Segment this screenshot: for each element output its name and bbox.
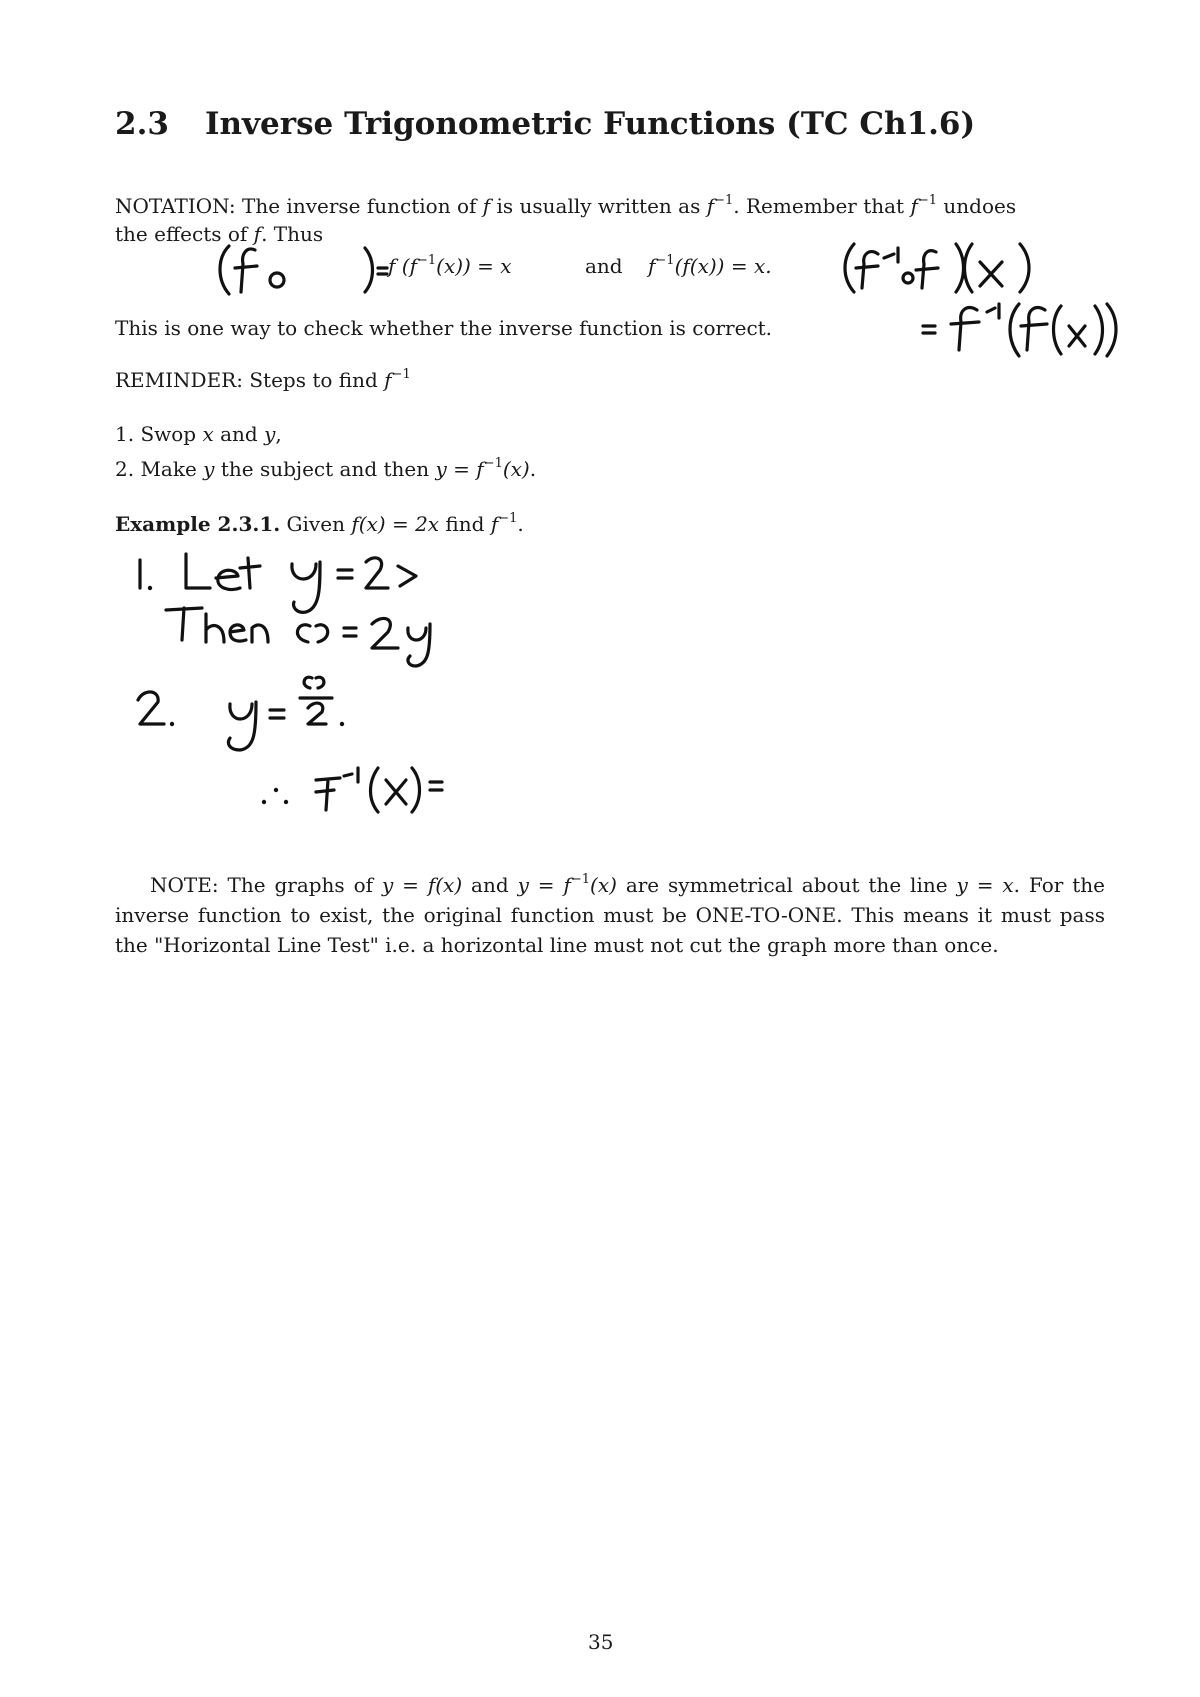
note-math-1: y = f(x) xyxy=(381,873,463,897)
identity-and: and xyxy=(585,254,623,278)
handwriting-f-compose-f-inv xyxy=(215,240,395,300)
example-find: find xyxy=(439,512,491,536)
notation-label: NOTATION: xyxy=(115,194,236,218)
reminder-sup: −1 xyxy=(391,367,411,382)
identity-left-b: (x)) = x xyxy=(436,254,512,278)
section-title: Inverse Trigonometric Functions (TC Ch1.6) xyxy=(205,106,976,142)
identity-right-a: f xyxy=(648,254,656,278)
note-math-3: y = x xyxy=(956,873,1014,897)
identity-left-sup: −1 xyxy=(416,253,437,268)
notation-f-inv: f xyxy=(706,194,715,218)
example-sup: −1 xyxy=(498,511,518,526)
notation-line2-thus: . Thus xyxy=(261,222,324,246)
note-text-3: are symmetrical about the line xyxy=(616,873,957,897)
example-period: . xyxy=(517,512,524,536)
section-heading xyxy=(115,104,975,144)
step-2-text: the subject and then xyxy=(214,457,436,481)
identity-right xyxy=(648,252,772,280)
notation-sup: −1 xyxy=(714,193,734,208)
step-1-and: and xyxy=(213,422,265,446)
step-2-a: 2. Make xyxy=(115,457,204,481)
handwriting-equals-f-inv-f-x xyxy=(915,300,1125,362)
note-text-2: and xyxy=(462,873,518,897)
notation-line-1 xyxy=(115,192,1016,220)
step-1-x: x xyxy=(202,422,214,446)
notation-f: f xyxy=(482,194,491,218)
identity-left-a: f (f xyxy=(388,254,417,278)
step-2-x: (x) xyxy=(502,457,530,481)
check-line: This is one way to check whether the inverse function is correct. xyxy=(115,316,773,340)
notation-text-b: is usually written as xyxy=(490,194,707,218)
section-number: 2.3 xyxy=(115,106,169,142)
step-1 xyxy=(115,420,282,448)
step-1-y: y xyxy=(264,422,276,446)
step-2-period: . xyxy=(529,457,537,481)
note-text-1: NOTE: The graphs of xyxy=(150,873,382,897)
reminder-label: REMINDER: xyxy=(115,368,243,392)
step-2 xyxy=(115,455,536,483)
notation-line2-text: the effects of xyxy=(115,222,254,246)
notation-text-d: undoes xyxy=(937,194,1017,218)
example-label: Example 2.3.1. xyxy=(115,512,281,536)
step-2-eq: y = f xyxy=(435,457,484,481)
reminder-f: f xyxy=(384,368,392,392)
note-math-2b: (x) xyxy=(590,873,617,897)
step-2-sup: −1 xyxy=(483,456,503,471)
notation-text-c: . Remember that xyxy=(733,194,911,218)
notation-text-a: The inverse function of xyxy=(242,194,483,218)
note-paragraph xyxy=(115,870,1105,960)
notation-line2-f: f xyxy=(253,222,262,246)
note-math-2: y = f xyxy=(517,873,571,897)
step-1-a: 1. Swop xyxy=(115,422,203,446)
identity-right-b: (f(x)) = x. xyxy=(674,254,772,278)
reminder-text: Steps to find xyxy=(242,368,385,392)
example-given: Given xyxy=(280,512,352,536)
step-2-y: y xyxy=(203,457,215,481)
notation-f-inv-2: f xyxy=(910,194,918,218)
handwriting-f-inv-compose-f xyxy=(840,240,1060,298)
example-fx: f(x) = 2x xyxy=(351,512,440,536)
reminder-line xyxy=(115,366,411,394)
identity-right-sup: −1 xyxy=(655,253,675,268)
handwritten-working xyxy=(120,548,600,838)
identity-left xyxy=(388,252,512,280)
note-text-4: . For the inverse function to exist, the original function must be ONE-TO-ONE. This means it must pass the "Horizontal Line Test" i.e. a horizontal line must not cut the graph more than once. xyxy=(115,873,1105,957)
example-f: f xyxy=(490,512,499,536)
note-sup: −1 xyxy=(570,872,591,887)
step-1-comma: , xyxy=(275,422,282,446)
notation-sup-2: −1 xyxy=(917,193,938,208)
page-number: 35 xyxy=(588,1630,614,1654)
example-line xyxy=(115,510,524,538)
